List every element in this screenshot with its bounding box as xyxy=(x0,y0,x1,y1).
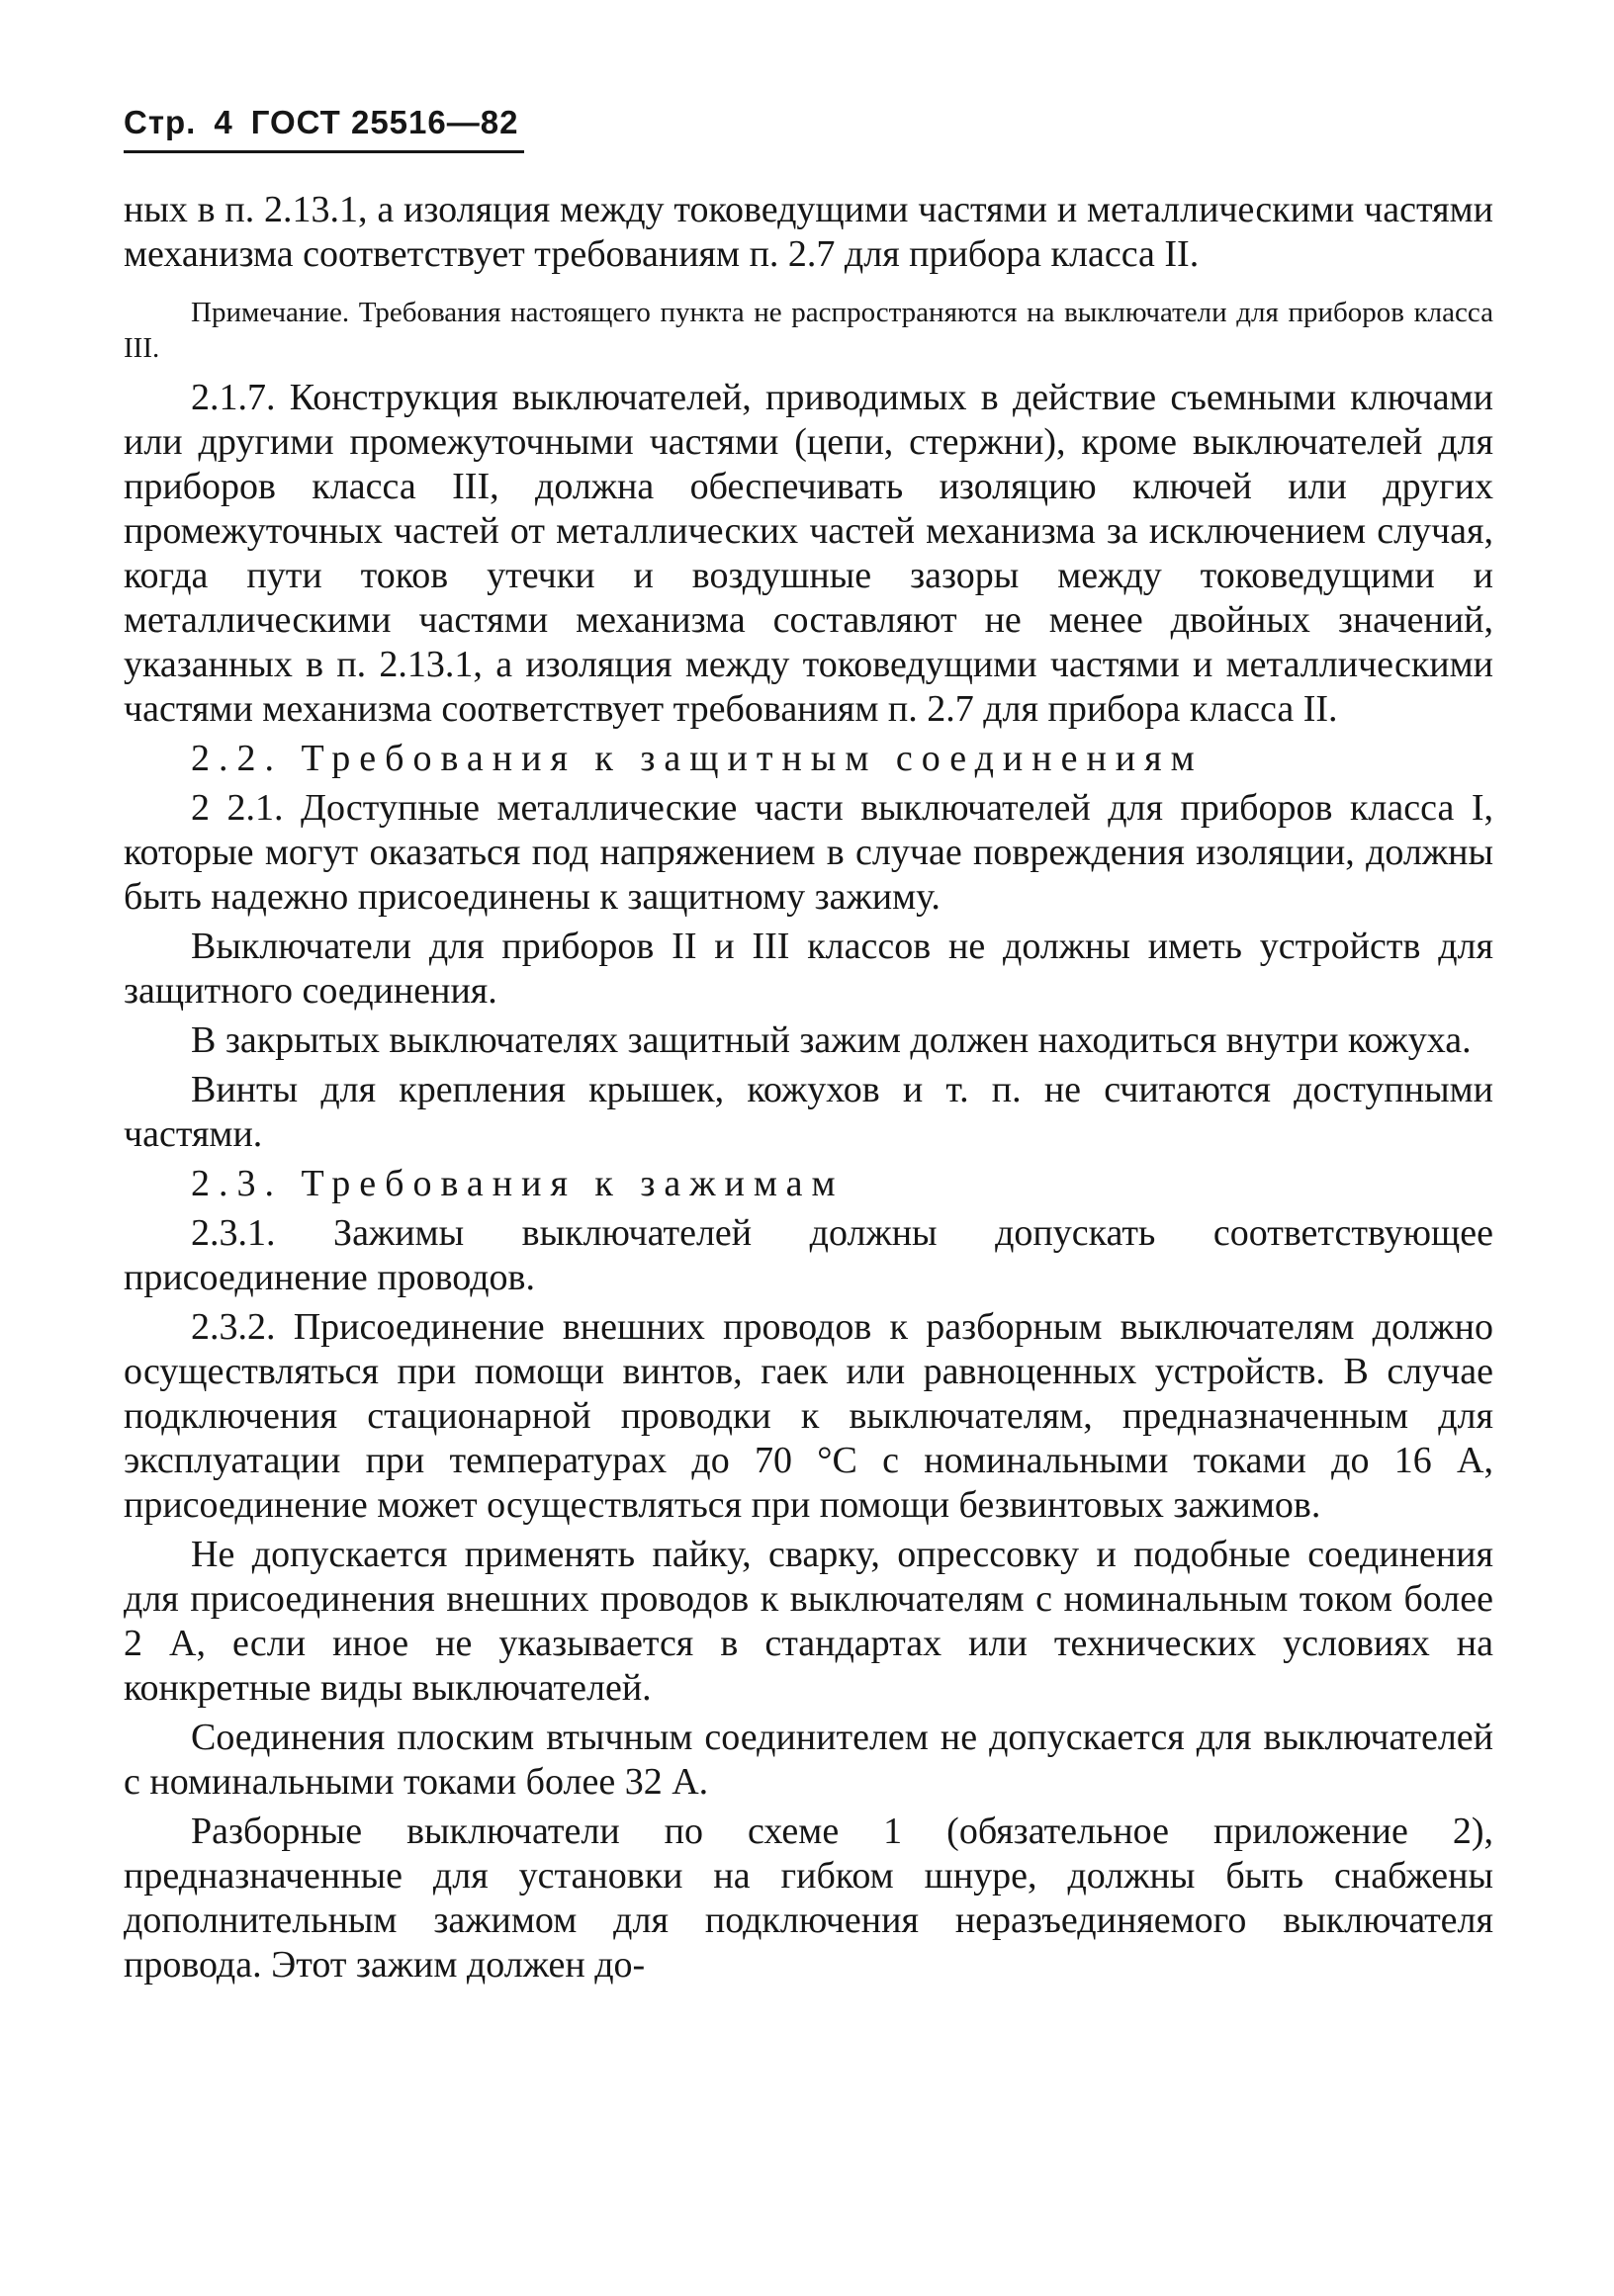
paragraph: Разборные выключатели по схеме 1 (обязательное приложение 2), предназначенные для установки на гибком шнуре, должны быть снабжены дополнительным зажимом для подключения неразъединяемого выключателя провода. Этот зажим должен до- xyxy=(124,1810,1493,1986)
header-rule xyxy=(124,150,524,153)
page-label: Стр. xyxy=(124,104,197,140)
clause-2-3-2: 2.3.2. Присоединение внешних проводов к разборным выключателям должно осуществляться при помощи винтов, гаек или равноценных устройств. В случае подключения стационарной проводки к выключателям, предназначенным для эксплуатации при температурах до 70 °С с номинальными токами до 16 А, присоединение может осуществляться при помощи безвинтовых зажимов. xyxy=(124,1306,1493,1526)
note-paragraph: Примечание. Требования настоящего пункта не распространяются на выключатели для приборов класса III. xyxy=(124,297,1493,364)
page-header xyxy=(124,104,518,141)
clause-2-1-7: 2.1.7. Конструкция выключателей, приводимых в действие съемными ключами или другими промежуточными частями (цепи, стержни), кроме выключателей для приборов класса III, должна обеспечивать изоляцию ключей или других промежуточных частей от металлических частей механизма за исключением случая, когда пути токов утечки и воздушные зазоры между токоведущими и металлическими частями механизма составляют не менее двойных значений, указанных в п. 2.13.1, а изоляция между токоведущими частями и металлическими частями механизма соответствует требованиям п. 2.7 для прибора класса II. xyxy=(124,377,1493,730)
paragraph: В закрытых выключателях защитный зажим должен находиться внутри кожуха. xyxy=(191,1019,1472,1061)
body-text xyxy=(124,188,1493,1992)
paragraph: Винты для крепления крышек, кожухов и т. п. не считаются доступными частями. xyxy=(124,1069,1493,1155)
paragraph: Выключатели для приборов II и III классов не должны иметь устройств для защитного соединения. xyxy=(124,926,1493,1012)
section-heading-2-2: 2.2. Требования к защитным соединениям xyxy=(191,738,1204,779)
clause-2-2-1: 2 2.1. Доступные металлические части выключателей для приборов класса I, которые могут оказаться под напряжением в случае повреждения изоляции, должны быть надежно присоединены к защитному зажиму. xyxy=(124,787,1493,918)
paragraph: Соединения плоским втычным соединителем не допускается для выключателей с номинальными токами более 32 А. xyxy=(124,1717,1493,1803)
clause-2-3-1: 2.3.1. Зажимы выключателей должны допускать соответствующее присоединение проводов. xyxy=(124,1212,1493,1298)
standard-title: ГОСТ 25516—82 xyxy=(250,104,519,140)
section-heading-2-3: 2.3. Требования к зажимам xyxy=(191,1163,845,1204)
paragraph-continuation: ных в п. 2.13.1, а изоляция между токоведущими частями и металлическими частями механизма соответствует требованиям п. 2.7 для прибора класса II. xyxy=(124,189,1493,275)
page-number: 4 xyxy=(214,104,233,140)
paragraph: Не допускается применять пайку, сварку, опрессовку и подобные соединения для присоединения внешних проводов к выключателям с номинальным током более 2 А, если иное не указывается в стандартах или технических условиях на конкретные виды выключателей. xyxy=(124,1534,1493,1709)
